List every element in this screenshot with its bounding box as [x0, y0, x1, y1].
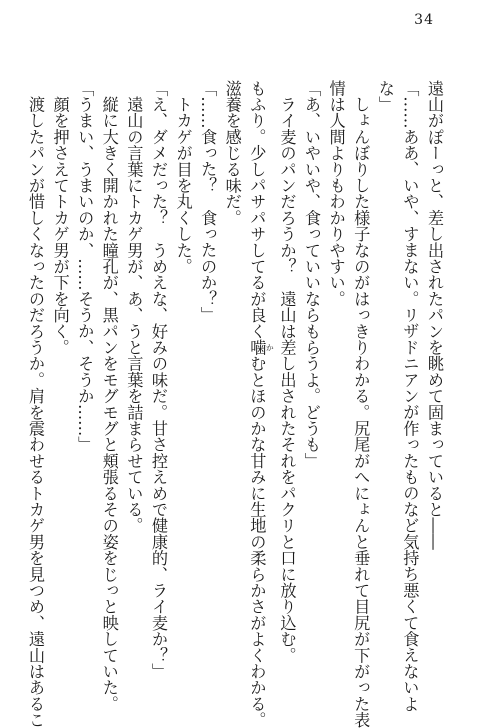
- text-line: ライ麦のパンだろうか？ 遠山は差し出されたそれをパクリと口に放り込む。: [277, 80, 297, 664]
- text-line-with-ruby: [244, 80, 275, 728]
- text-line: しょんぼりした様子なのがはっきりわかる。尻尾がへにょんと垂れて目尻が下がった表: [351, 80, 371, 728]
- text-line: な」: [375, 80, 395, 113]
- text-line: 「あ、いやいや、食っていいならもらうよ。どうも」: [302, 80, 322, 469]
- text-line: 情は人間よりもわかりやすい。: [326, 80, 346, 307]
- vertical-text-body: [26, 80, 446, 728]
- text-line: 「え、ダメだった？ うめえな、好みの味だ。甘さ控えめで健康的、ライ麦か？」: [148, 80, 168, 680]
- ruby-reading: か: [265, 339, 275, 356]
- ruby-annotation: 噛 か: [247, 339, 275, 356]
- text-line: 「……食った？ 食ったのか？」: [198, 80, 218, 323]
- text-line: 「……ああ、いや、すまない。リザドニアンが作ったものなど気持ち悪くて食えないよ: [400, 80, 420, 712]
- text-line: 縦に大きく開かれた瞳孔が、黒パンをモグモグと頬張るその姿をじっと映していた。: [99, 80, 119, 712]
- text-line: トカゲが目を丸くした。: [173, 80, 193, 275]
- text-line: 「うまい、うまいのか、……そうか、そうか……」: [75, 80, 95, 453]
- page-number: 34: [414, 12, 434, 28]
- text-line: 滋養を感じる味だ。: [222, 80, 242, 226]
- text-line: 渡したパンが惜しくなったのだろうか。肩を震わせるトカゲ男を見つめ、遠山はあるこ: [26, 80, 45, 728]
- text-line: 遠山の言葉にトカゲ男が、あ、うと言葉を詰まらせている。: [124, 80, 144, 534]
- text-line: 顔を押さえてトカゲ男が下を向く。: [50, 80, 70, 356]
- text-line: 遠山がぽーっと、差し出されたパンを眺めて固まっていると――: [425, 80, 444, 550]
- text-segment: もふり。少しパサパサしてるが良く噛 かむとほのかな甘みに生地の柔らかさがよくわかる。: [247, 80, 275, 728]
